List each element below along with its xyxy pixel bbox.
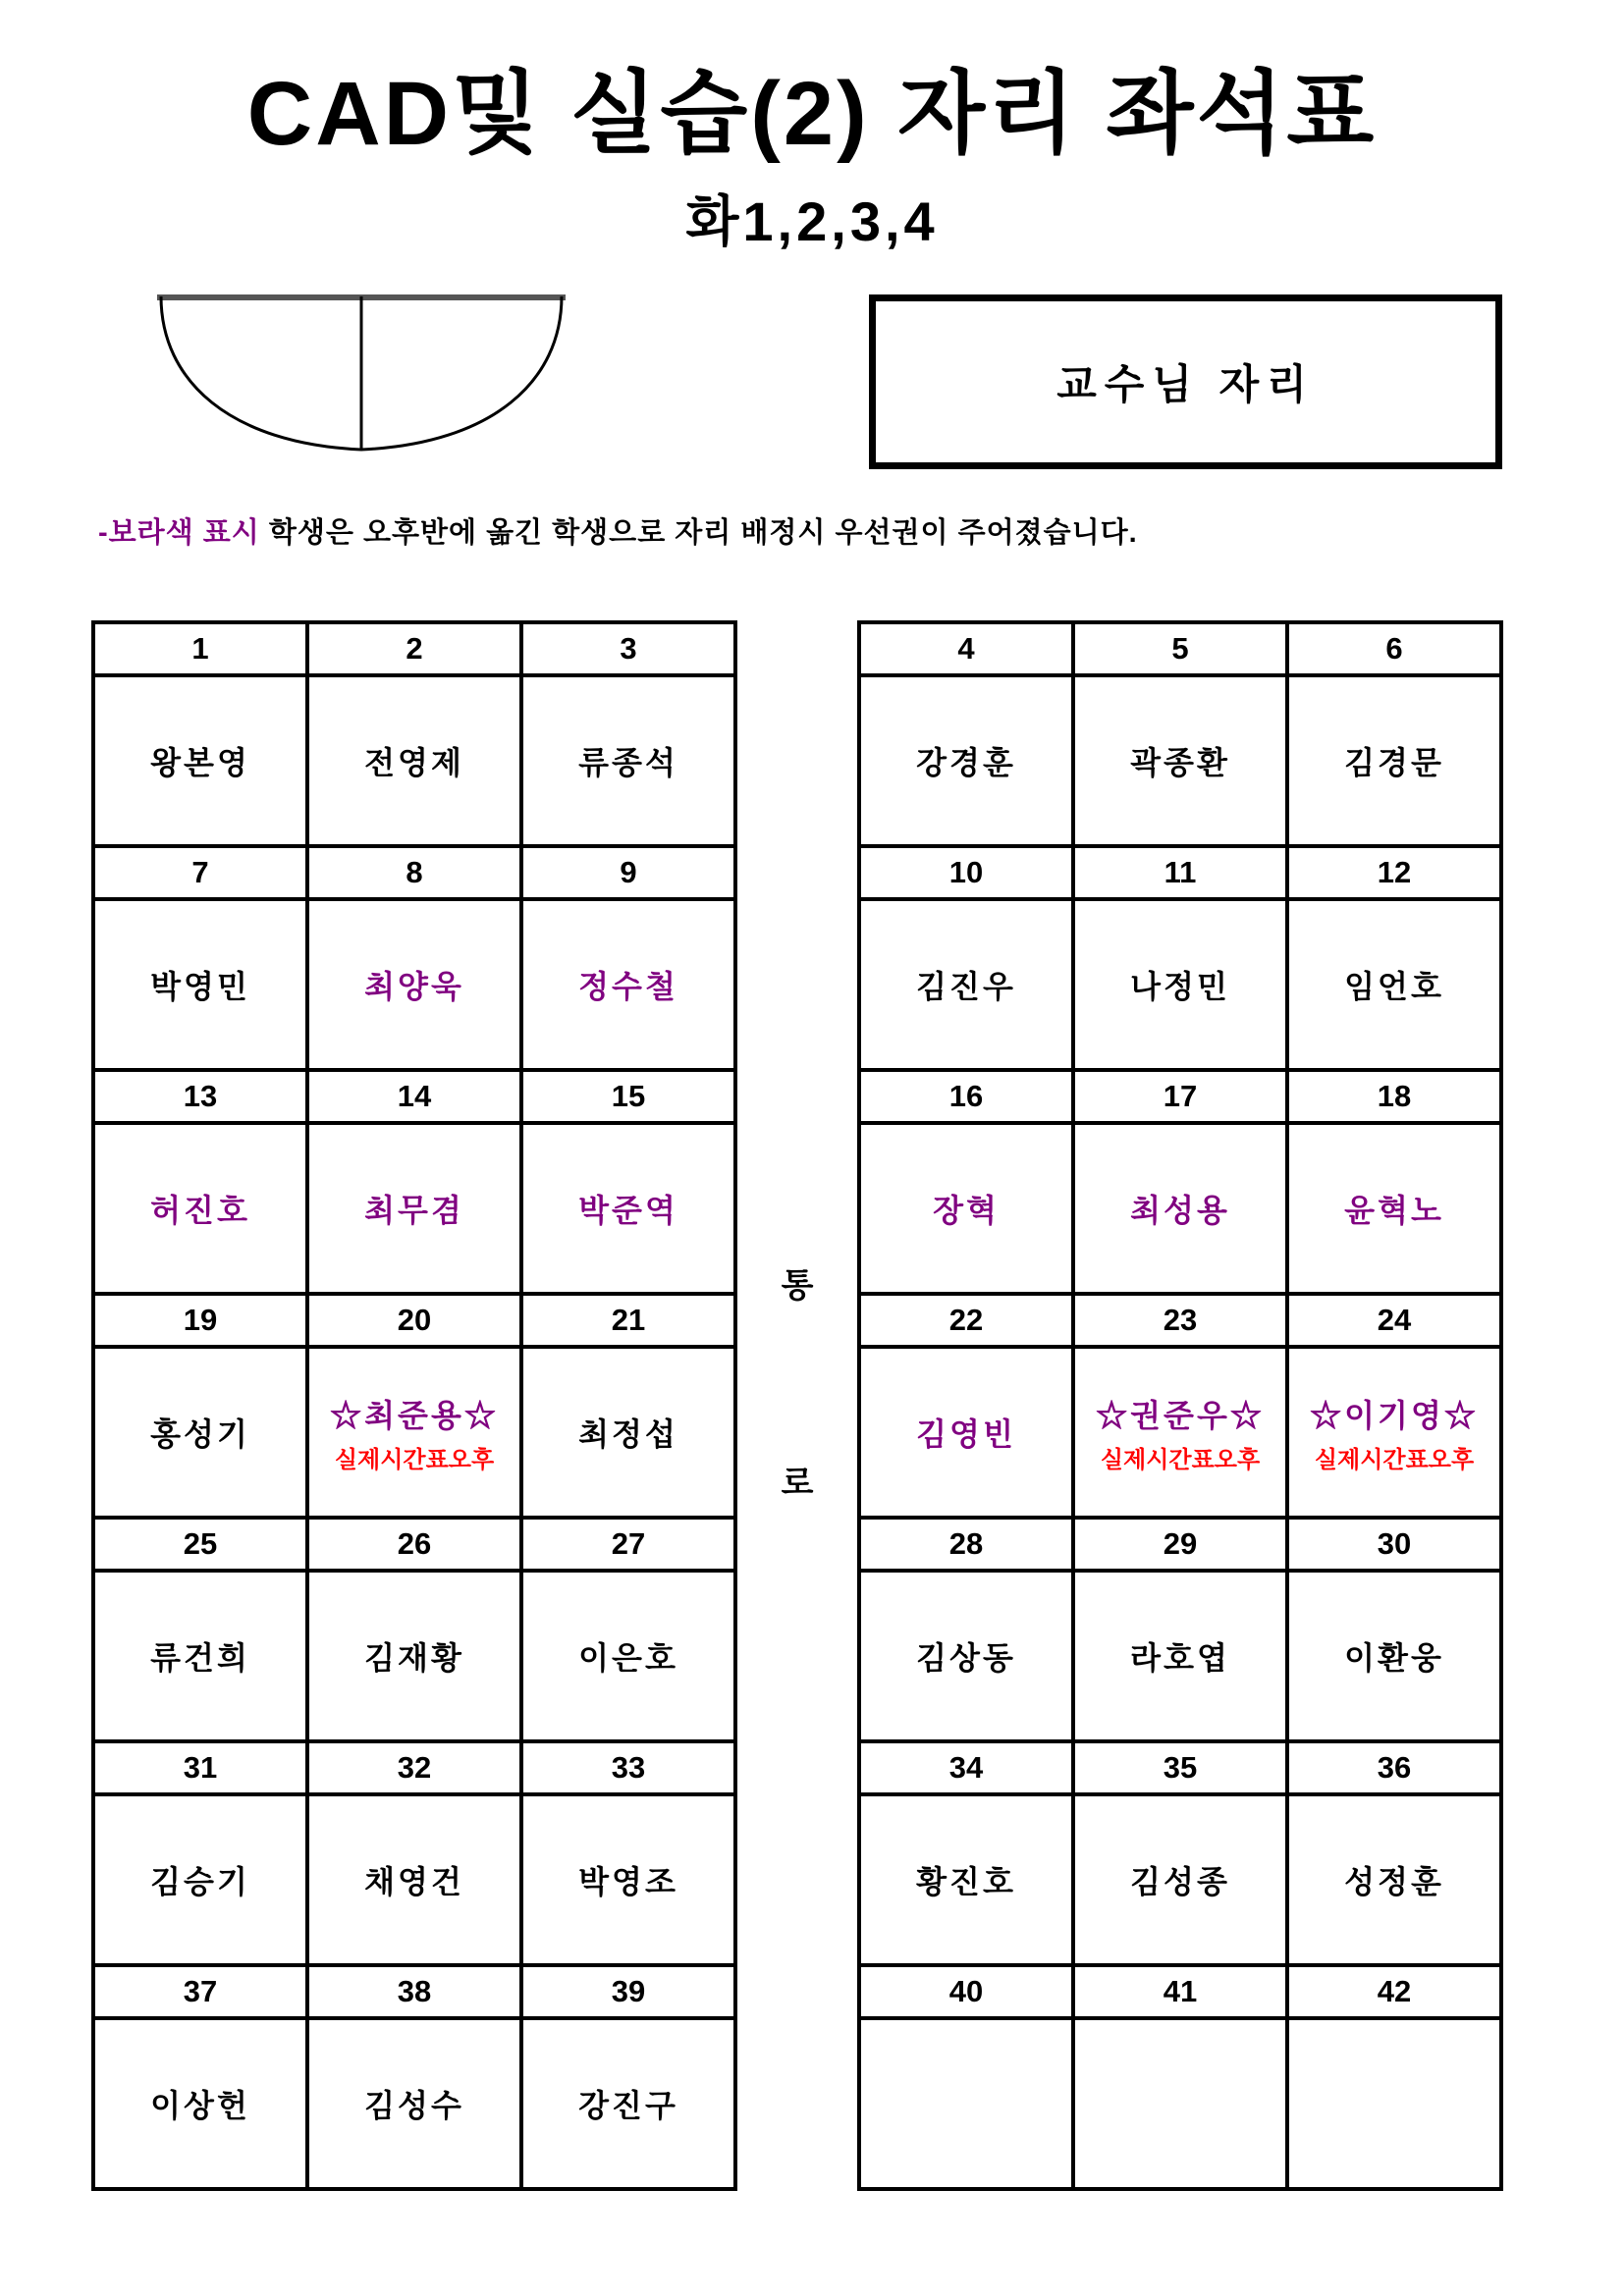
seat-number: 17 <box>1073 1070 1287 1123</box>
seat-cell <box>307 899 521 1070</box>
student-name: 김성종 <box>1130 1864 1230 1899</box>
aisle-char-top: 통 <box>781 1267 814 1305</box>
seat-name-row <box>859 899 1501 1070</box>
seat-name-row <box>859 1347 1501 1518</box>
seat-cell <box>307 1123 521 1294</box>
seat-cell <box>93 1571 307 1741</box>
page-subtitle: 화1,2,3,4 <box>685 190 939 252</box>
seat-cell <box>1287 675 1501 846</box>
seat-number-row <box>859 1294 1501 1347</box>
student-name: 김진우 <box>916 969 1016 1004</box>
seat-name-row <box>93 1794 735 1965</box>
seat-cell <box>859 899 1073 1070</box>
seat-number: 26 <box>307 1518 521 1571</box>
seat-number-row <box>93 1741 735 1794</box>
seat-number: 3 <box>521 622 735 675</box>
seat-number: 33 <box>521 1741 735 1794</box>
student-name: 채영건 <box>364 1864 464 1899</box>
seat-cell <box>93 1347 307 1518</box>
seat-number: 23 <box>1073 1294 1287 1347</box>
seat-name-row <box>93 1123 735 1294</box>
seat-number: 40 <box>859 1965 1073 2018</box>
seat-cell <box>1073 1794 1287 1965</box>
seat-number: 22 <box>859 1294 1073 1347</box>
seat-cell <box>1073 899 1287 1070</box>
seat-cell <box>93 899 307 1070</box>
student-name: ☆권준우☆ <box>1096 1397 1265 1433</box>
student-name: 강경훈 <box>916 745 1016 780</box>
aisle-char-bottom: 로 <box>781 1465 814 1502</box>
seat-number: 1 <box>93 622 307 675</box>
seat-number: 11 <box>1073 846 1287 899</box>
seat-cell <box>1287 2018 1501 2189</box>
student-name: 윤혁노 <box>1344 1193 1444 1228</box>
seat-cell <box>1287 1347 1501 1518</box>
seat-number: 36 <box>1287 1741 1501 1794</box>
seat-number: 14 <box>307 1070 521 1123</box>
seat-number: 25 <box>93 1518 307 1571</box>
seat-number: 35 <box>1073 1741 1287 1794</box>
seat-cell <box>307 2018 521 2189</box>
seat-number: 5 <box>1073 622 1287 675</box>
lectern-drawing <box>153 291 569 459</box>
student-name: ☆이기영☆ <box>1310 1397 1479 1433</box>
left-seat-table <box>91 620 737 2191</box>
student-name: 나정민 <box>1130 969 1230 1004</box>
seat-number: 4 <box>859 622 1073 675</box>
seat-name-row <box>859 1794 1501 1965</box>
seat-cell <box>307 1347 521 1518</box>
seat-number-row <box>93 622 735 675</box>
seat-number: 42 <box>1287 1965 1501 2018</box>
right-seat-table <box>857 620 1503 2191</box>
student-name: 김상동 <box>916 1640 1016 1676</box>
seat-cell <box>93 1794 307 1965</box>
seat-number: 9 <box>521 846 735 899</box>
student-name: 박영조 <box>578 1864 678 1899</box>
student-name: 성정훈 <box>1344 1864 1444 1899</box>
seat-number: 10 <box>859 846 1073 899</box>
seat-name-row <box>859 1571 1501 1741</box>
seat-cell <box>1287 899 1501 1070</box>
seat-number: 28 <box>859 1518 1073 1571</box>
seat-number: 30 <box>1287 1518 1501 1571</box>
student-name: 박준역 <box>578 1193 678 1228</box>
student-name: 전영제 <box>364 745 464 780</box>
seat-number: 37 <box>93 1965 307 2018</box>
seat-cell <box>859 1571 1073 1741</box>
seat-name-row <box>93 675 735 846</box>
student-name: 최성용 <box>1130 1193 1230 1228</box>
professor-seat-label: 교수님 자리 <box>1056 361 1315 407</box>
seat-number: 20 <box>307 1294 521 1347</box>
student-name: 이상헌 <box>150 2088 250 2123</box>
student-name: 허진호 <box>150 1193 250 1228</box>
seat-name-row <box>859 1123 1501 1294</box>
seat-cell <box>521 1571 735 1741</box>
seat-name-row <box>859 675 1501 846</box>
student-name: 류종석 <box>578 745 678 780</box>
seat-cell <box>93 2018 307 2189</box>
priority-note-rest: 학생은 오후반에 옮긴 학생으로 자리 배정시 우선권이 주어졌습니다. <box>259 517 1138 549</box>
seat-number: 8 <box>307 846 521 899</box>
seat-number-row <box>859 846 1501 899</box>
seat-cell <box>521 1123 735 1294</box>
seat-cell <box>1287 1794 1501 1965</box>
seat-number-row <box>859 1965 1501 2018</box>
student-name: 강진구 <box>578 2088 678 2123</box>
seat-number: 13 <box>93 1070 307 1123</box>
seat-number: 2 <box>307 622 521 675</box>
seat-cell <box>521 1794 735 1965</box>
seat-cell <box>1073 1347 1287 1518</box>
seat-number-row <box>93 1070 735 1123</box>
student-name: 류건희 <box>150 1640 250 1676</box>
seat-cell <box>521 2018 735 2189</box>
seat-cell <box>521 899 735 1070</box>
seat-cell <box>93 675 307 846</box>
seat-number: 29 <box>1073 1518 1287 1571</box>
student-name: 김경문 <box>1344 745 1444 780</box>
student-name: 김승기 <box>150 1864 250 1899</box>
seat-number: 24 <box>1287 1294 1501 1347</box>
seat-number: 31 <box>93 1741 307 1794</box>
timetable-note: 실제시간표오후 <box>1100 1446 1261 1473</box>
student-name: 왕본영 <box>150 745 250 780</box>
seat-cell <box>93 1123 307 1294</box>
seat-name-row <box>93 899 735 1070</box>
seat-number: 18 <box>1287 1070 1501 1123</box>
seat-number-row <box>93 1518 735 1571</box>
priority-note <box>98 510 1138 551</box>
student-name: 곽종환 <box>1130 745 1230 780</box>
student-name: 라호엽 <box>1130 1640 1230 1676</box>
seat-name-row <box>93 2018 735 2189</box>
student-name: 장혁 <box>933 1193 1000 1228</box>
aisle-label <box>775 1258 820 1504</box>
seat-cell <box>1073 675 1287 846</box>
seat-number-row <box>859 1070 1501 1123</box>
student-name: 김성수 <box>364 2088 464 2123</box>
timetable-note: 실제시간표오후 <box>1314 1446 1475 1473</box>
seat-number: 32 <box>307 1741 521 1794</box>
priority-note-highlight: -보라색 표시 <box>98 517 260 549</box>
seat-name-row <box>93 1347 735 1518</box>
professor-seat-box <box>869 294 1502 469</box>
seat-number-row <box>93 1965 735 2018</box>
seat-number: 38 <box>307 1965 521 2018</box>
seat-number-row <box>93 1294 735 1347</box>
student-name: 김재황 <box>364 1640 464 1676</box>
student-name: 김영빈 <box>916 1416 1016 1452</box>
student-name: ☆최준용☆ <box>330 1397 499 1433</box>
seat-number: 16 <box>859 1070 1073 1123</box>
seat-cell <box>859 1123 1073 1294</box>
seat-number: 27 <box>521 1518 735 1571</box>
seat-number: 19 <box>93 1294 307 1347</box>
seat-cell <box>307 1794 521 1965</box>
student-name: 홍성기 <box>150 1416 250 1452</box>
seat-number: 34 <box>859 1741 1073 1794</box>
seat-cell <box>1073 1571 1287 1741</box>
seat-cell <box>859 1794 1073 1965</box>
student-name: 황진호 <box>916 1864 1016 1899</box>
lectern-shape <box>153 291 569 464</box>
seat-number-row <box>859 1518 1501 1571</box>
seat-cell <box>1287 1123 1501 1294</box>
seat-number: 12 <box>1287 846 1501 899</box>
seat-cell <box>859 1347 1073 1518</box>
seat-name-row <box>859 2018 1501 2189</box>
seat-cell <box>1073 2018 1287 2189</box>
seat-cell <box>1073 1123 1287 1294</box>
seat-cell <box>521 675 735 846</box>
seat-number: 15 <box>521 1070 735 1123</box>
seat-cell <box>307 675 521 846</box>
seat-cell <box>859 675 1073 846</box>
seat-name-row <box>93 1571 735 1741</box>
student-name: 임언호 <box>1344 969 1444 1004</box>
seat-number: 21 <box>521 1294 735 1347</box>
page-title: CAD및 실습(2) 자리 좌석표 <box>246 64 1378 164</box>
timetable-note: 실제시간표오후 <box>334 1446 495 1473</box>
seat-number-row <box>859 622 1501 675</box>
student-name: 최정섭 <box>578 1416 678 1452</box>
student-name: 최무겸 <box>364 1193 464 1228</box>
seat-number: 6 <box>1287 622 1501 675</box>
seat-cell <box>1287 1571 1501 1741</box>
seat-cell <box>521 1347 735 1518</box>
student-name: 이은호 <box>578 1640 678 1676</box>
seat-number-row <box>93 846 735 899</box>
seat-number: 39 <box>521 1965 735 2018</box>
seat-cell <box>859 2018 1073 2189</box>
seat-cell <box>307 1571 521 1741</box>
seat-number: 7 <box>93 846 307 899</box>
student-name: 최양욱 <box>364 969 464 1004</box>
seat-number: 41 <box>1073 1965 1287 2018</box>
seat-number-row <box>859 1741 1501 1794</box>
student-name: 이환웅 <box>1344 1640 1444 1676</box>
student-name: 정수철 <box>578 969 678 1004</box>
student-name: 박영민 <box>150 969 250 1004</box>
